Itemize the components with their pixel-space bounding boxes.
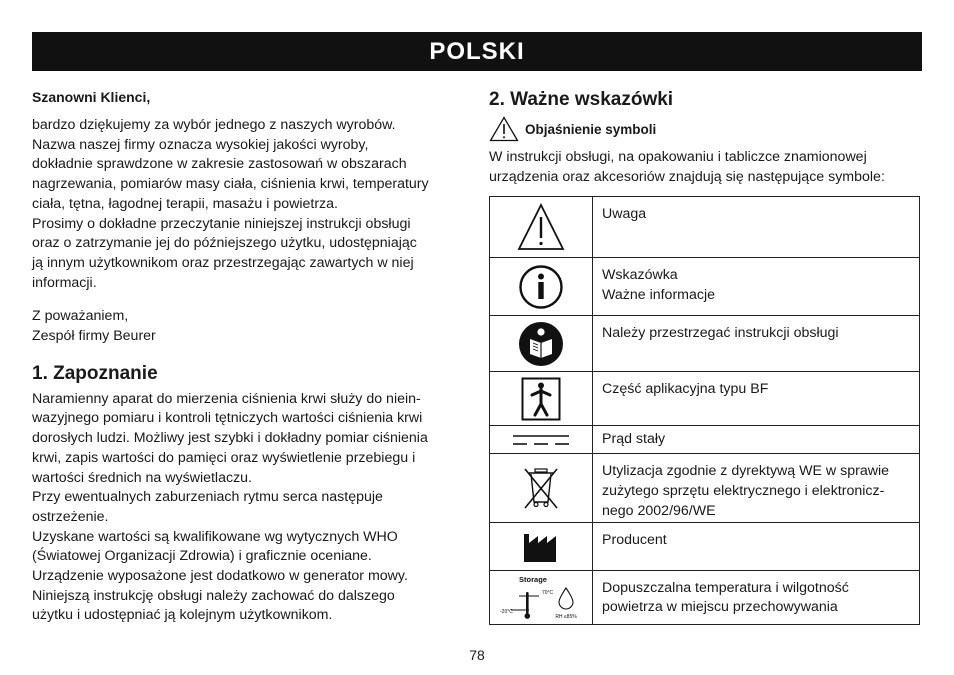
icon-cell	[490, 426, 593, 454]
icon-cell	[490, 316, 593, 372]
intro-line: Prosimy o dokładne przeczytanie niniejszej instrukcji obsługi	[32, 215, 411, 232]
storage-temp-min: -20°C	[500, 609, 513, 616]
greeting: Szanowni Klienci,	[32, 89, 151, 105]
symbols-subheading	[489, 116, 921, 142]
language-title: POLSKI	[429, 37, 525, 65]
symbol-description	[593, 372, 920, 426]
intro-line: dokładnie sprawdzone w zakresie zastosowań w obszarach	[32, 156, 407, 173]
symbol-description	[593, 522, 920, 570]
weee-bin-icon	[521, 466, 561, 510]
table-row	[490, 316, 920, 372]
symbols-intro-line: urządzenia oraz akcesoriów znajdują się następujące symbole:	[489, 168, 885, 185]
regards	[32, 307, 472, 346]
section-1-line: Niniejszą instrukcję obsługi należy zachować do dalszego	[32, 587, 395, 604]
symbol-description	[593, 258, 920, 316]
signature-line: Zespół firmy Beurer	[32, 328, 156, 345]
table-row	[490, 522, 920, 570]
manufacturer-icon	[521, 529, 561, 563]
description-line: Wskazówka	[602, 267, 678, 284]
intro-line: ciała, tętna, łagodnej terapii, masażu i powietrza.	[32, 195, 338, 212]
icon-cell	[490, 258, 593, 316]
section-1-line: Naramienny aparat do mierzenia ciśnienia krwi służy do niein-	[32, 390, 421, 407]
storage-title: Storage	[519, 575, 547, 585]
section-1-heading: 1. Zapoznanie	[32, 362, 158, 384]
section-1-line: Przy ewentualnych zaburzeniach rytmu serca następuje	[32, 489, 383, 506]
intro-line: Nazwa naszej firmy oznacza wysokiej jakości wyroby,	[32, 136, 369, 153]
section-1-line: wazyjnego pomiaru i kontroli tętniczych wartości ciśnienia krwi	[32, 410, 423, 427]
table-row	[490, 426, 920, 454]
section-1-line: wartości średnich na wyświetlaczu.	[32, 469, 252, 486]
icon-cell	[490, 372, 593, 426]
icon-cell	[490, 197, 593, 258]
table-row	[490, 258, 920, 316]
right-column	[489, 88, 921, 625]
section-1-line: ostrzeżenie.	[32, 508, 109, 525]
section-2-heading: 2. Ważne wskazówki	[489, 89, 674, 110]
description-line: zużytego sprzętu elektrycznego i elektronicz-	[602, 483, 885, 500]
read-manual-icon	[518, 321, 564, 367]
intro-line: oraz o zatrzymanie jej do późniejszego użytku, udostępniając	[32, 235, 417, 252]
description-line: Należy przestrzegać instrukcji obsługi	[602, 325, 839, 342]
symbol-description	[593, 316, 920, 372]
icon-cell	[490, 570, 593, 624]
warning-triangle-icon	[489, 116, 519, 142]
section-1-line: (Światowej Organizacji Zdrowia) i graficznie oceniane.	[32, 548, 372, 565]
section-1-line: Urządzenie wyposażone jest dodatkowo w generator mowy.	[32, 568, 408, 585]
humidity-drop-icon	[559, 588, 573, 609]
description-line: Utylizacja zgodnie z dyrektywą WE w sprawie	[602, 463, 889, 480]
symbols-title: Objaśnienie symboli	[525, 121, 657, 137]
info-icon	[518, 264, 564, 310]
language-banner	[32, 32, 922, 71]
description-line: Dopuszczalna temperatura i wilgotność	[602, 579, 849, 596]
direct-current-icon	[511, 432, 571, 448]
table-row	[490, 372, 920, 426]
storage-humidity: RH ≤85%	[555, 614, 577, 621]
symbols-table	[489, 196, 920, 624]
storage-temp-max: 70°C	[542, 590, 554, 597]
storage-conditions-icon	[495, 572, 587, 622]
symbol-description	[593, 197, 920, 258]
regards-line: Z poważaniem,	[32, 308, 129, 325]
symbol-description	[593, 426, 920, 454]
description-line: Ważne informacje	[602, 287, 716, 304]
description-line: Część aplikacyjna typu BF	[602, 381, 769, 398]
table-row	[490, 570, 920, 624]
section-1-line: użytku i udostępniać ją kolejnym użytkownikom.	[32, 607, 333, 624]
table-row	[490, 454, 920, 522]
intro-line: bardzo dziękujemy za wybór jednego z naszych wyrobów.	[32, 117, 396, 133]
description-line: nego 2002/96/WE	[602, 502, 716, 519]
section-1-line: dorosłych ludzi. Możliwy jest szybki i dokładny pomiar ciśnienia	[32, 430, 428, 447]
description-line: Prąd stały	[602, 431, 666, 448]
warning-triangle-icon	[516, 202, 566, 252]
intro-paragraph	[32, 116, 472, 293]
table-row	[490, 197, 920, 258]
section-1-text	[32, 390, 472, 626]
section-1-line: Uzyskane wartości są kwalifikowane wg wytycznych WHO	[32, 528, 398, 545]
intro-line: ją innym użytkownikom oraz przestrzegając zawartych w niej	[32, 254, 414, 271]
symbol-description	[593, 454, 920, 522]
page-number: 78	[469, 647, 485, 663]
symbols-intro-line: W instrukcji obsługi, na opakowaniu i tabliczce znamionowej	[489, 149, 867, 165]
icon-cell	[490, 454, 593, 522]
section-1-line: krwi, zapis wartości do pamięci oraz wyświetlenie przebiegu i	[32, 449, 416, 466]
description-line: Producent	[602, 531, 667, 548]
left-column	[32, 88, 472, 626]
intro-line: informacji.	[32, 274, 97, 291]
symbols-intro	[489, 148, 921, 187]
description-line: powietrza w miejscu przechowywania	[602, 599, 838, 616]
intro-line: nagrzewania, pomiarów masy ciała, ciśnienia krwi, temperatury	[32, 176, 429, 193]
icon-cell	[490, 522, 593, 570]
type-bf-icon	[521, 377, 561, 421]
symbol-description	[593, 570, 920, 624]
description-line: Uwaga	[602, 206, 647, 223]
